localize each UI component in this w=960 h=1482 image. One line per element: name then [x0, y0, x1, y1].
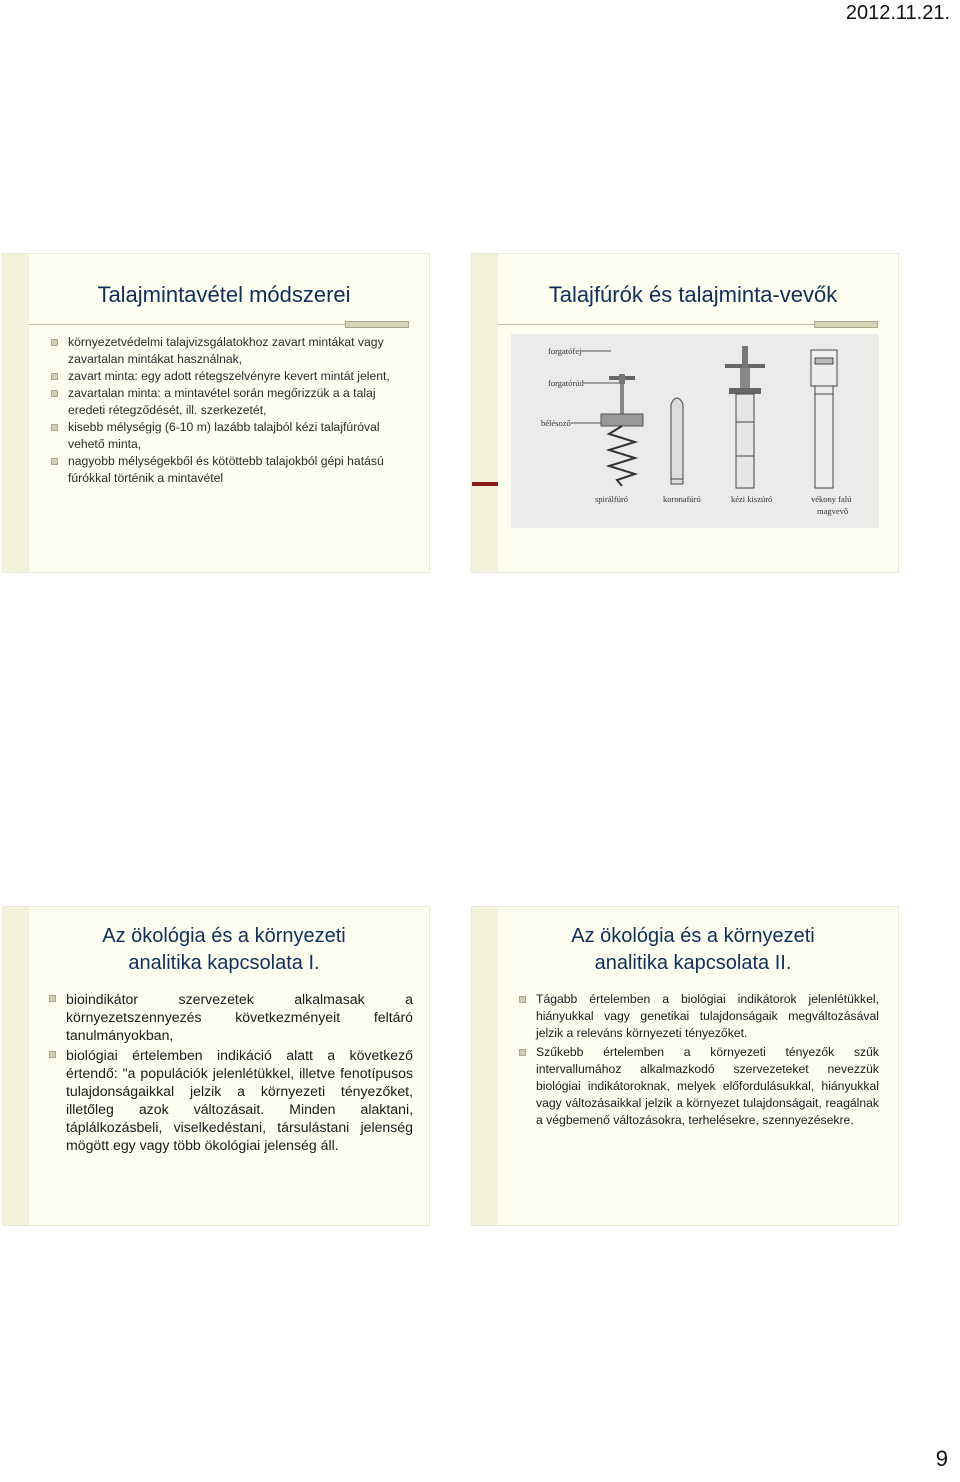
square-bullet-icon — [51, 458, 58, 465]
slide-title — [33, 923, 415, 977]
slide-title: Talajmintavétel módszerei — [97, 282, 351, 307]
spiral-drill-icon — [601, 374, 643, 486]
square-bullet-icon — [51, 339, 58, 346]
page-number: 9 — [935, 1446, 948, 1471]
label-kezi-kiszuro: kézi kiszúró — [731, 494, 773, 504]
slide-sidebar — [3, 254, 29, 572]
square-bullet-icon — [519, 996, 526, 1003]
slide-title-line-1: Az ökológia és a környezeti — [102, 925, 346, 947]
slide-title-line-2: analitika kapcsolata II. — [594, 952, 792, 974]
slide-3 — [2, 906, 430, 1226]
label-forgatofej: forgatófej — [548, 346, 582, 356]
list-item: nagyobb mélységekből és kötöttebb talajokból gépi hatású fúrókkal történik a mintavétel — [51, 453, 403, 487]
label-koronafuro: koronafúró — [663, 494, 701, 504]
drill-drawing — [511, 334, 879, 528]
square-bullet-icon — [51, 424, 58, 431]
slide-sidebar — [472, 254, 498, 572]
label-forgatorud: forgatórúd — [548, 378, 584, 388]
slide-4 — [471, 906, 899, 1226]
label-magvevo: magvevő — [817, 506, 849, 516]
list-item: bioindikátor szervezetek alkalmasak a környezetszennyezés következményeit feltáró tanulmányokban, — [49, 990, 413, 1044]
sidebar-accent — [472, 482, 498, 486]
list-item: biológiai értelemben indikáció alatt a következő értendő: "a populációk jelenlétükkel, illetve fenotípusos tulajdonságaikkal jelzik a környezeti tényezőket, illetőleg azok változásait. Minden alaktani, táplálkozásbeli, viselkedéstani, társulástani jelenség mögött egy vagy több ökológiai jelenség áll. — [49, 1046, 413, 1154]
slide-sidebar — [472, 907, 498, 1225]
list-item: Tágabb értelemben a biológiai indikátorok jelenlétükkel, hiányukkal vagy genetikai tulajdonságaik megváltozásával jelzik a releváns környezeti tényezőket. — [519, 991, 879, 1042]
list-item: környezetvédelmi talajvizsgálatokhoz zavart mintákat vagy zavartalan mintákat használnak, — [51, 334, 403, 368]
label-spiralfuro: spirálfúró — [595, 494, 629, 504]
label-vekony-falu: vékony falú — [811, 494, 852, 504]
square-bullet-icon — [519, 1049, 526, 1056]
list-item: zavartalan minta: a mintavétel során megőrizzük a a talaj eredeti rétegződését, ill. szerkezetét, — [51, 385, 403, 419]
slide-title — [502, 923, 884, 977]
hand-sampler-icon — [725, 346, 765, 488]
square-bullet-icon — [51, 373, 58, 380]
list-item: zavart minta: egy adott rétegszelvényre kevert mintát jelent, — [51, 368, 403, 385]
list-item: Szűkebb értelemben a környezeti tényezők szűk intervallumához alkalmazkodó szervezeteket nevezzük biológiai indikátoroknak, melyek előfordulásukkal, hiányukkal vagy változásaikkal jelzik a környezet tulajdonságait, reagálnak a végbemenő változásokra, terhelésekre, szennyezésekre. — [519, 1044, 879, 1129]
square-bullet-icon — [49, 995, 56, 1002]
slide-title: Talajfúrók és talajminta-vevők — [548, 282, 838, 307]
slide-title-line-2: analitika kapcsolata I. — [128, 952, 320, 974]
title-rule-box — [814, 321, 878, 328]
soil-drill-figure — [511, 334, 879, 528]
label-belesozo: bélésoző — [541, 418, 571, 428]
page-date: 2012.11.21. — [845, 2, 950, 24]
title-rule-box — [345, 321, 409, 328]
slide-1 — [2, 253, 430, 573]
square-bullet-icon — [49, 1051, 56, 1058]
bullet-list — [49, 990, 413, 1156]
bullet-list — [519, 991, 879, 1131]
bullet-list — [51, 334, 403, 487]
core-sampler-icon — [811, 350, 837, 488]
slide-2 — [471, 253, 899, 573]
list-item: kisebb mélységig (6-10 m) lazább talajból kézi talajfúróval vehető minta, — [51, 419, 403, 453]
slide-sidebar — [3, 907, 29, 1225]
crown-drill-icon — [671, 398, 683, 484]
square-bullet-icon — [51, 390, 58, 397]
slide-title-line-1: Az ökológia és a környezeti — [571, 925, 815, 947]
